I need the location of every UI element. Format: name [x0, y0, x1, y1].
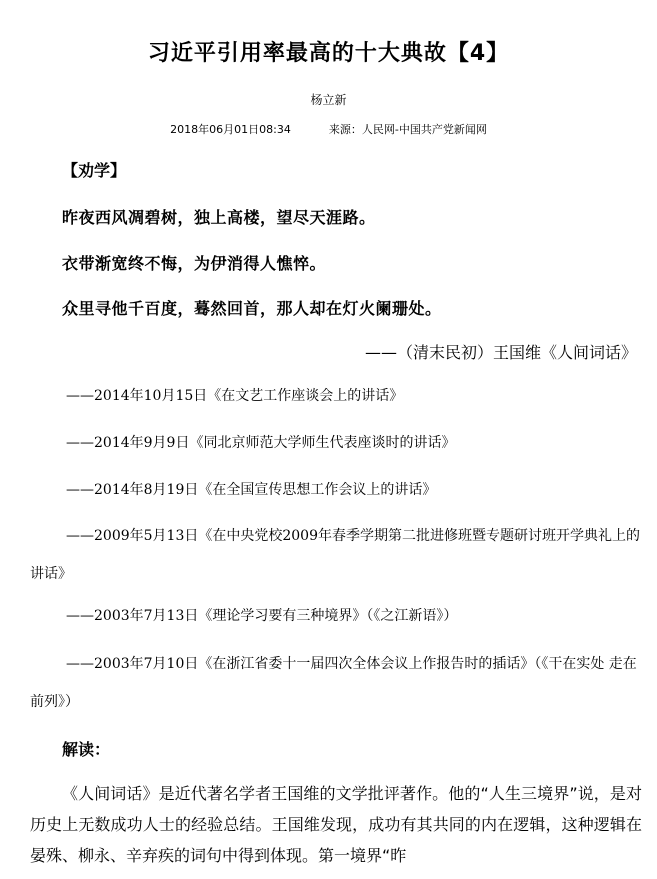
citation-5: ——2003年7月13日《理论学习要有三种境界》（《之江新语》） — [66, 608, 458, 624]
poem-attribution: ——（清末民初）王国维《人间词话》 — [364, 343, 637, 362]
citation-1: ——2014年10月15日《在文艺工作座谈会上的讲话》 — [66, 388, 404, 404]
citation-6: ——2003年7月10日《在浙江省委十一届四次全体会议上作报告时的插话》（《干在实处 走在前列》） — [30, 656, 637, 710]
citation-3: ——2014年8月19日《在全国宣传思想工作会议上的讲话》 — [66, 482, 437, 498]
publish-date: 2018年06月01日08:34 — [170, 123, 291, 136]
poem-line-2: 衣带渐宽终不悔，为伊消得人憔悴。 — [62, 254, 327, 273]
article-meta — [0, 121, 657, 137]
article-source[interactable]: 来源：人民网-中国共产党新闻网 — [328, 123, 487, 136]
interpretation-heading: 解读： — [62, 740, 111, 759]
interpretation-paragraph: 《人间词话》是近代著名学者王国维的文学批评著作。他的“人生三境界”说，是对历史上无数成功人士的经验总结。王国维发现，成功有其共同的内在逻辑，这种逻辑在晏殊、柳永、辛弃疾的词句中得到体现。第一境界“昨 — [30, 784, 642, 865]
citation-2: ——2014年9月9日《同北京师范大学师生代表座谈时的讲话》 — [66, 435, 456, 451]
section-heading: 【劝学】 — [62, 161, 127, 180]
article-author: 杨立新 — [310, 93, 347, 107]
poem-line-1: 昨夜西风凋碧树，独上高楼，望尽天涯路。 — [62, 208, 376, 227]
poem-line-3: 众里寻他千百度，蓦然回首，那人却在灯火阑珊处。 — [62, 299, 442, 318]
citation-4: ——2009年5月13日《在中央党校2009年春季学期第二批进修班暨专题研讨班开学典礼上的讲话》 — [30, 528, 640, 582]
article-title: 习近平引用率最高的十大典故【4】 — [147, 41, 510, 66]
